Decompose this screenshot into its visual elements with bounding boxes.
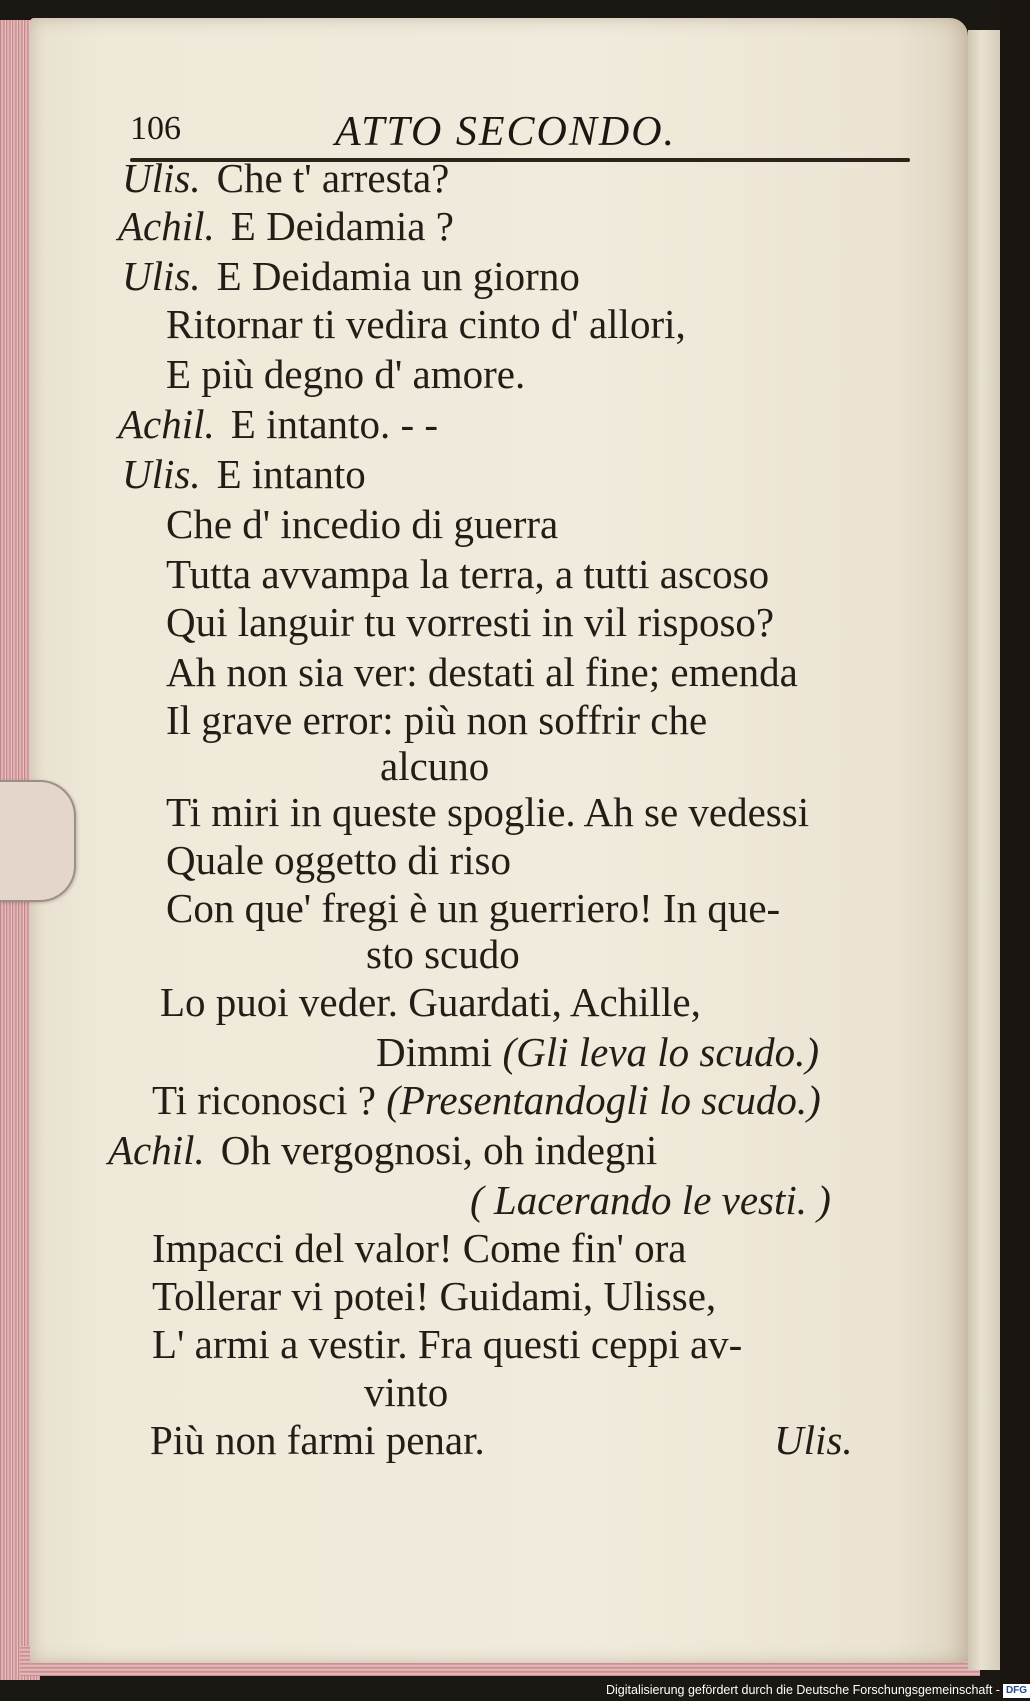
text-line [376, 1029, 819, 1075]
text-line [166, 789, 810, 835]
line-text: Il grave error: più non soffrir che [166, 697, 708, 743]
text-line [166, 697, 708, 743]
stage-direction: (Presentandogli lo scudo.) [386, 1077, 821, 1123]
speaker-label: Achil. [118, 401, 215, 447]
line-text: Oh vergognosi, oh indegni [220, 1127, 658, 1173]
stage-direction: (Gli leva lo scudo.) [502, 1029, 819, 1075]
line-text: Impacci del valor! Come fin' ora [152, 1225, 687, 1271]
text-line [166, 837, 512, 883]
text-line [166, 551, 770, 597]
text-line [118, 203, 454, 249]
speaker-label: Achil. [108, 1127, 205, 1173]
dfg-logo: DFG [1003, 1684, 1030, 1698]
text-line [166, 885, 781, 931]
speaker-label: Ulis. [774, 1417, 853, 1463]
text-line [150, 1417, 485, 1463]
text-line [166, 301, 686, 347]
text-line [122, 155, 450, 201]
page-number: 106 [130, 110, 181, 147]
text-line [122, 451, 366, 497]
line-text: Più non farmi penar. [150, 1417, 485, 1463]
stage-direction: ( Lacerando le vesti. ) [470, 1177, 831, 1223]
text-line [366, 931, 520, 977]
text-line [380, 743, 490, 789]
line-text: Dimmi [376, 1029, 493, 1075]
speaker-label: Ulis. [122, 451, 201, 497]
line-text: Ti miri in queste spoglie. Ah se vedessi [166, 789, 810, 835]
line-text: Che t' arresta? [216, 155, 450, 201]
text-line [774, 1417, 853, 1463]
text-line [118, 401, 439, 447]
credit-text: Digitalisierung gefördert durch die Deutsche Forschungsgemeinschaft - [606, 1683, 1000, 1697]
line-text: Ti riconosci ? [152, 1077, 376, 1123]
line-text: E più degno d' amore. [166, 351, 526, 397]
running-head: ATTO SECONDO. [335, 109, 677, 155]
clip-tab [0, 780, 76, 902]
speaker-label: Ulis. [122, 253, 201, 299]
text-line [122, 253, 580, 299]
line-text: Quale oggetto di riso [166, 837, 512, 883]
line-text: Tollerar vi potei! Guidami, Ulisse, [152, 1273, 717, 1319]
line-text: Ah non sia ver: destati al fine; emenda [166, 649, 798, 695]
line-text: vinto [364, 1369, 449, 1415]
text-line [152, 1225, 687, 1271]
line-text: E Deidamia ? [230, 203, 454, 249]
text-line [152, 1321, 743, 1367]
page-header [130, 108, 910, 158]
line-text: Qui languir tu vorresti in vil risposo? [166, 599, 775, 645]
text-line [364, 1369, 449, 1415]
speaker-label: Achil. [118, 203, 215, 249]
text-line [470, 1177, 831, 1223]
text-line [166, 599, 775, 645]
line-text: Tutta avvampa la terra, a tutti ascoso [166, 551, 770, 597]
line-text: Con que' fregi è un guerriero! In que- [166, 885, 781, 931]
text-line [152, 1273, 717, 1319]
text-line [160, 979, 701, 1025]
line-text: L' armi a vestir. Fra questi ceppi av- [152, 1321, 743, 1367]
line-text: alcuno [380, 743, 490, 789]
text-line [152, 1077, 821, 1123]
line-text: Che d' incedio di guerra [166, 501, 559, 547]
line-text: sto scudo [366, 931, 520, 977]
line-text: E Deidamia un giorno [216, 253, 580, 299]
line-text: Lo puoi veder. Guardati, Achille, [160, 979, 701, 1025]
next-page-edge [968, 30, 1000, 1670]
text-line [166, 649, 798, 695]
text-line [166, 501, 559, 547]
text-line [108, 1127, 658, 1173]
line-text: E intanto. - - [230, 401, 439, 447]
line-text: E intanto [216, 451, 366, 497]
text-line [166, 351, 526, 397]
speaker-label: Ulis. [122, 155, 201, 201]
digitization-credit [606, 1680, 1028, 1700]
line-text: Ritornar ti vedira cinto d' allori, [166, 301, 686, 347]
